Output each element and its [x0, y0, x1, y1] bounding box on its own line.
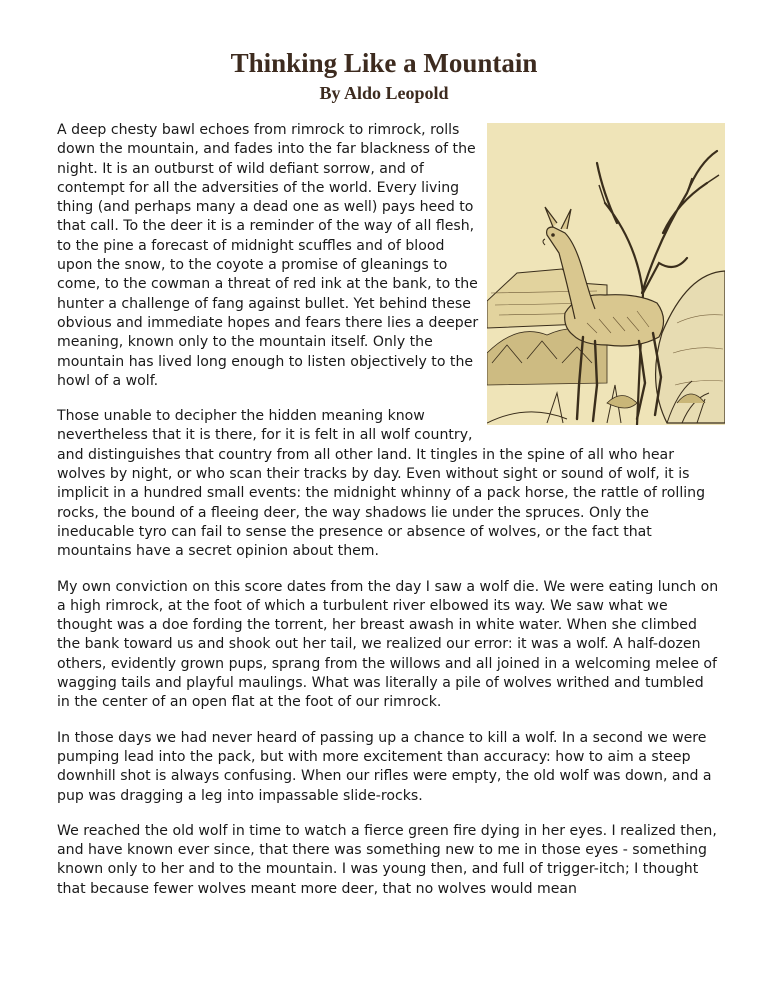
deer-illustration-icon	[487, 123, 725, 425]
author-byline: By Aldo Leopold	[319, 83, 449, 103]
page-title: Thinking Like a Mountain	[230, 48, 538, 78]
paragraph-2: Those unable to decipher the hidden meaning know nevertheless that it is there, for it is felt in all wolf country, and distinguishes that country from all other land. It tingles in the spine of all who hear wolves by night, or who scan their tracks by day. Even without sight or sound of wolf, it is implicit in a hundred small events: the midnight whinny of a pack horse, the rattle of rolling rocks, the bound of a fleeing deer, the way shadows lie under the spruces. Only the ineducable tyro can fail to sense the presence or absence of wolves, or the fact that mountains have a secret opinion about them.	[57, 408, 706, 560]
paragraph-1: A deep chesty bawl echoes from rimrock to rimrock, rolls down the mountain, and fades into the far blackness of the night. It is an outburst of wild defiant sorrow, and of contempt for all the adversities of the world. Every living thing (and perhaps many a dead one as well) pays heed to that call. To the deer it is a reminder of the way of all flesh, to the pine a forecast of midnight scuffles and of blood upon the snow, to the coyote a promise of gleanings to come, to the cowman a threat of red ink at the bank, to the hunter a challenge of fang against bullet. Yet behind these obvious and immediate hopes and fears there lies a deeper meaning, known only to the mountain itself. Only the mountain has lived long enough to listen objectively to the howl of a wolf.	[57, 122, 479, 389]
paragraph-4: In those days we had never heard of passing up a chance to kill a wolf. In a second we were pumping lead into the pack, but with more excitement than accuracy: how to aim a steep downhill shot is always confusing. When our rifles were empty, the old wolf was down, and a pup was dragging a leg into impassable slide-rocks.	[57, 729, 712, 804]
paragraph-3: My own conviction on this score dates from the day I saw a wolf die. We were eating lunch on a high rimrock, at the foot of which a turbulent river elbowed its way. We saw what we thought was a doe fording the torrent, her breast awash in white water. When she climbed the bank toward us and shook out her tail, we realized our error: it was a wolf. A half-dozen others, evidently grown pups, sprang from the willows and all joined in a welcoming melee of wagging tails and playful maulings. What was literally a pile of wolves writhed and tumbled in the center of an open flat at the foot of our rimrock.	[57, 578, 719, 711]
paragraph-5: We reached the old wolf in time to watch a fierce green fire dying in her eyes. I realized then, and have known ever since, that there was something new to me in those eyes - something known only to her and to the mountain. I was young then, and full of trigger-itch; I thought that because fewer wolves meant more deer, that no wolves would mean	[57, 822, 717, 897]
essay-body	[57, 121, 719, 915]
